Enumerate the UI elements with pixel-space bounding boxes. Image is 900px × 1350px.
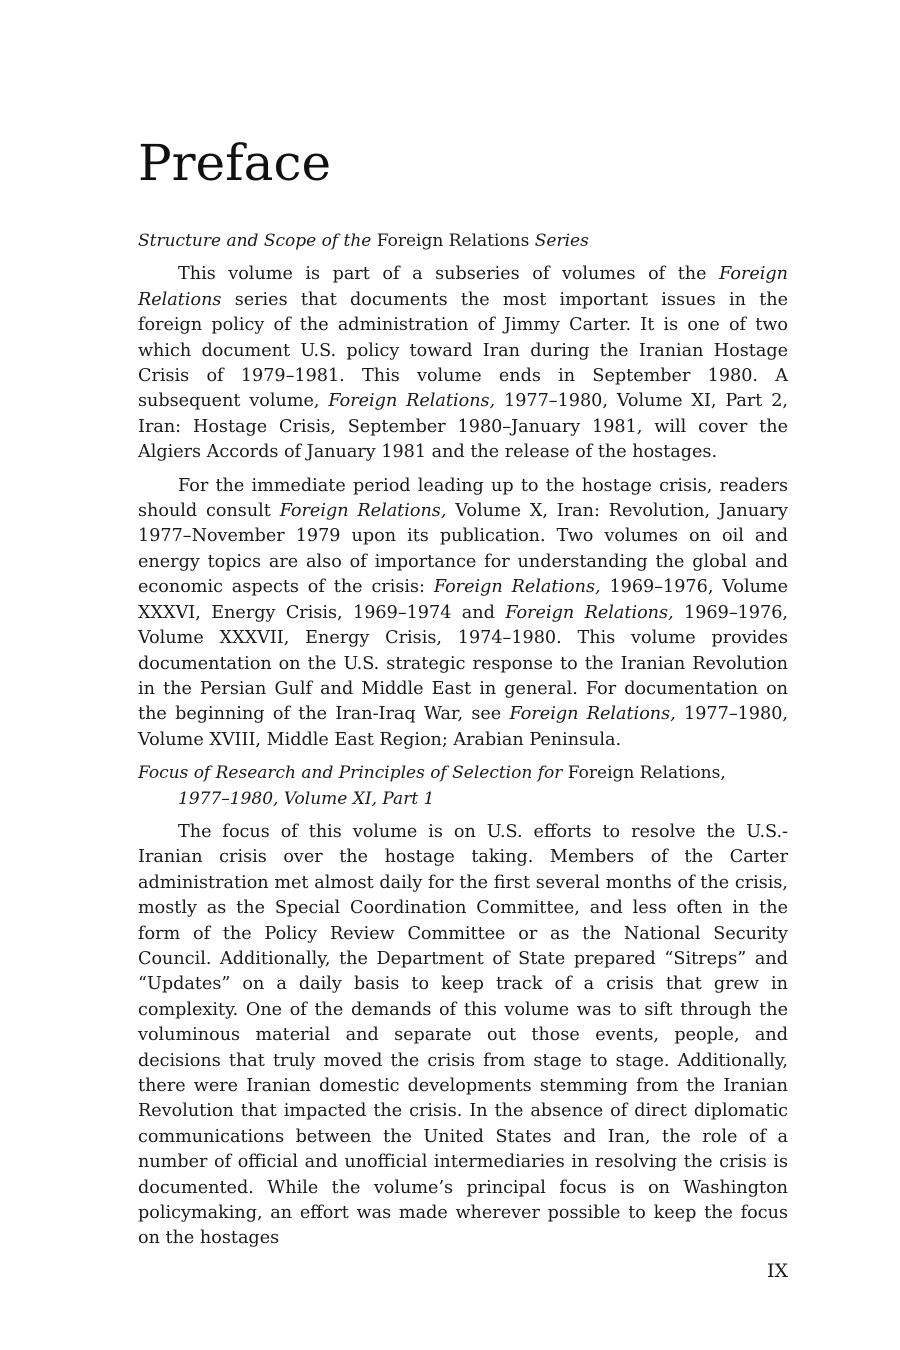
paragraph: The focus of this volume is on U.S. efforts to resolve the U.S.-Iranian crisis over the hostage taking. Members of the Carter administration met almost daily for the first several months of the crisis, mostly as the Special Coordination Committee, and less often in the form of the Policy Review Committee or as the National Security Council. Additionally, the Department of State prepared “Sitreps” and “Updates” on a daily basis to keep track of a crisis that grew in complexity. One of the demands of this volume was to sift through the voluminous material and separate out those events, people, and decisions that truly moved the crisis from stage to stage. Additionally, there were Iranian domestic developments stemming from the Iranian Revolution that impacted the crisis. In the absence of direct diplomatic communications between the United States and Iran, the role of a number of official and unofficial intermediaries in resolving the crisis is documented. While the volume’s principal focus is on Washington policymaking, an effort was made wherever possible to keep the focus on the hostages [138, 821, 788, 1249]
section-heading-structure-scope [138, 229, 788, 254]
body-text [138, 229, 788, 1252]
paragraph: For the immediate period leading up to the hostage crisis, readers should consult Foreign Relations, Volume X, Iran: Revolution, January 1977–November 1979 upon its publication. Two volumes on oil and energy topics are also of importance for understanding the global and economic aspects of the crisis: Foreign Relations, 1969–1976, Volume XXXVI, Energy Crisis, 1969–1974 and Foreign Relations, 1969–1976, Volume XXXVII, Energy Crisis, 1974–1980. This volume provides documentation on the U.S. strategic response to the Iranian Revolution in the Persian Gulf and Middle East in general. For documentation on the beginning of the Iran-Iraq War, see Foreign Relations, 1977–1980, Volume XVIII, Middle East Region; Arabian Peninsula. [138, 475, 789, 750]
paragraph: This volume is part of a subseries of volumes of the Foreign Relations series that documents the most important issues in the foreign policy of the administration of Jimmy Carter. It is one of two which document U.S. policy toward Iran during the Iranian Hostage Crisis of 1979–1981. This volume ends in September 1980. A subsequent volume, Foreign Relations, 1977–1980, Volume XI, Part 2, Iran: Hostage Crisis, September 1980–January 1981, will cover the Algiers Accords of January 1981 and the release of the hostages. [138, 264, 789, 463]
section-heading-focus-research [138, 761, 788, 812]
document-page [138, 0, 788, 1350]
heading-roman-text: Foreign Relations [376, 231, 530, 251]
heading-italic-text: Structure and Scope of the [138, 231, 372, 251]
heading-italic-text: Series [534, 231, 589, 251]
heading-italic-text: Focus of Research and Principles of Selection for [138, 763, 563, 784]
page-title: Preface [138, 134, 332, 192]
heading-italic-text: 1977–1980, Volume XI, Part 1 [178, 788, 435, 809]
heading-roman-text: Foreign Relations, [567, 763, 726, 784]
page-number: IX [766, 1260, 788, 1282]
